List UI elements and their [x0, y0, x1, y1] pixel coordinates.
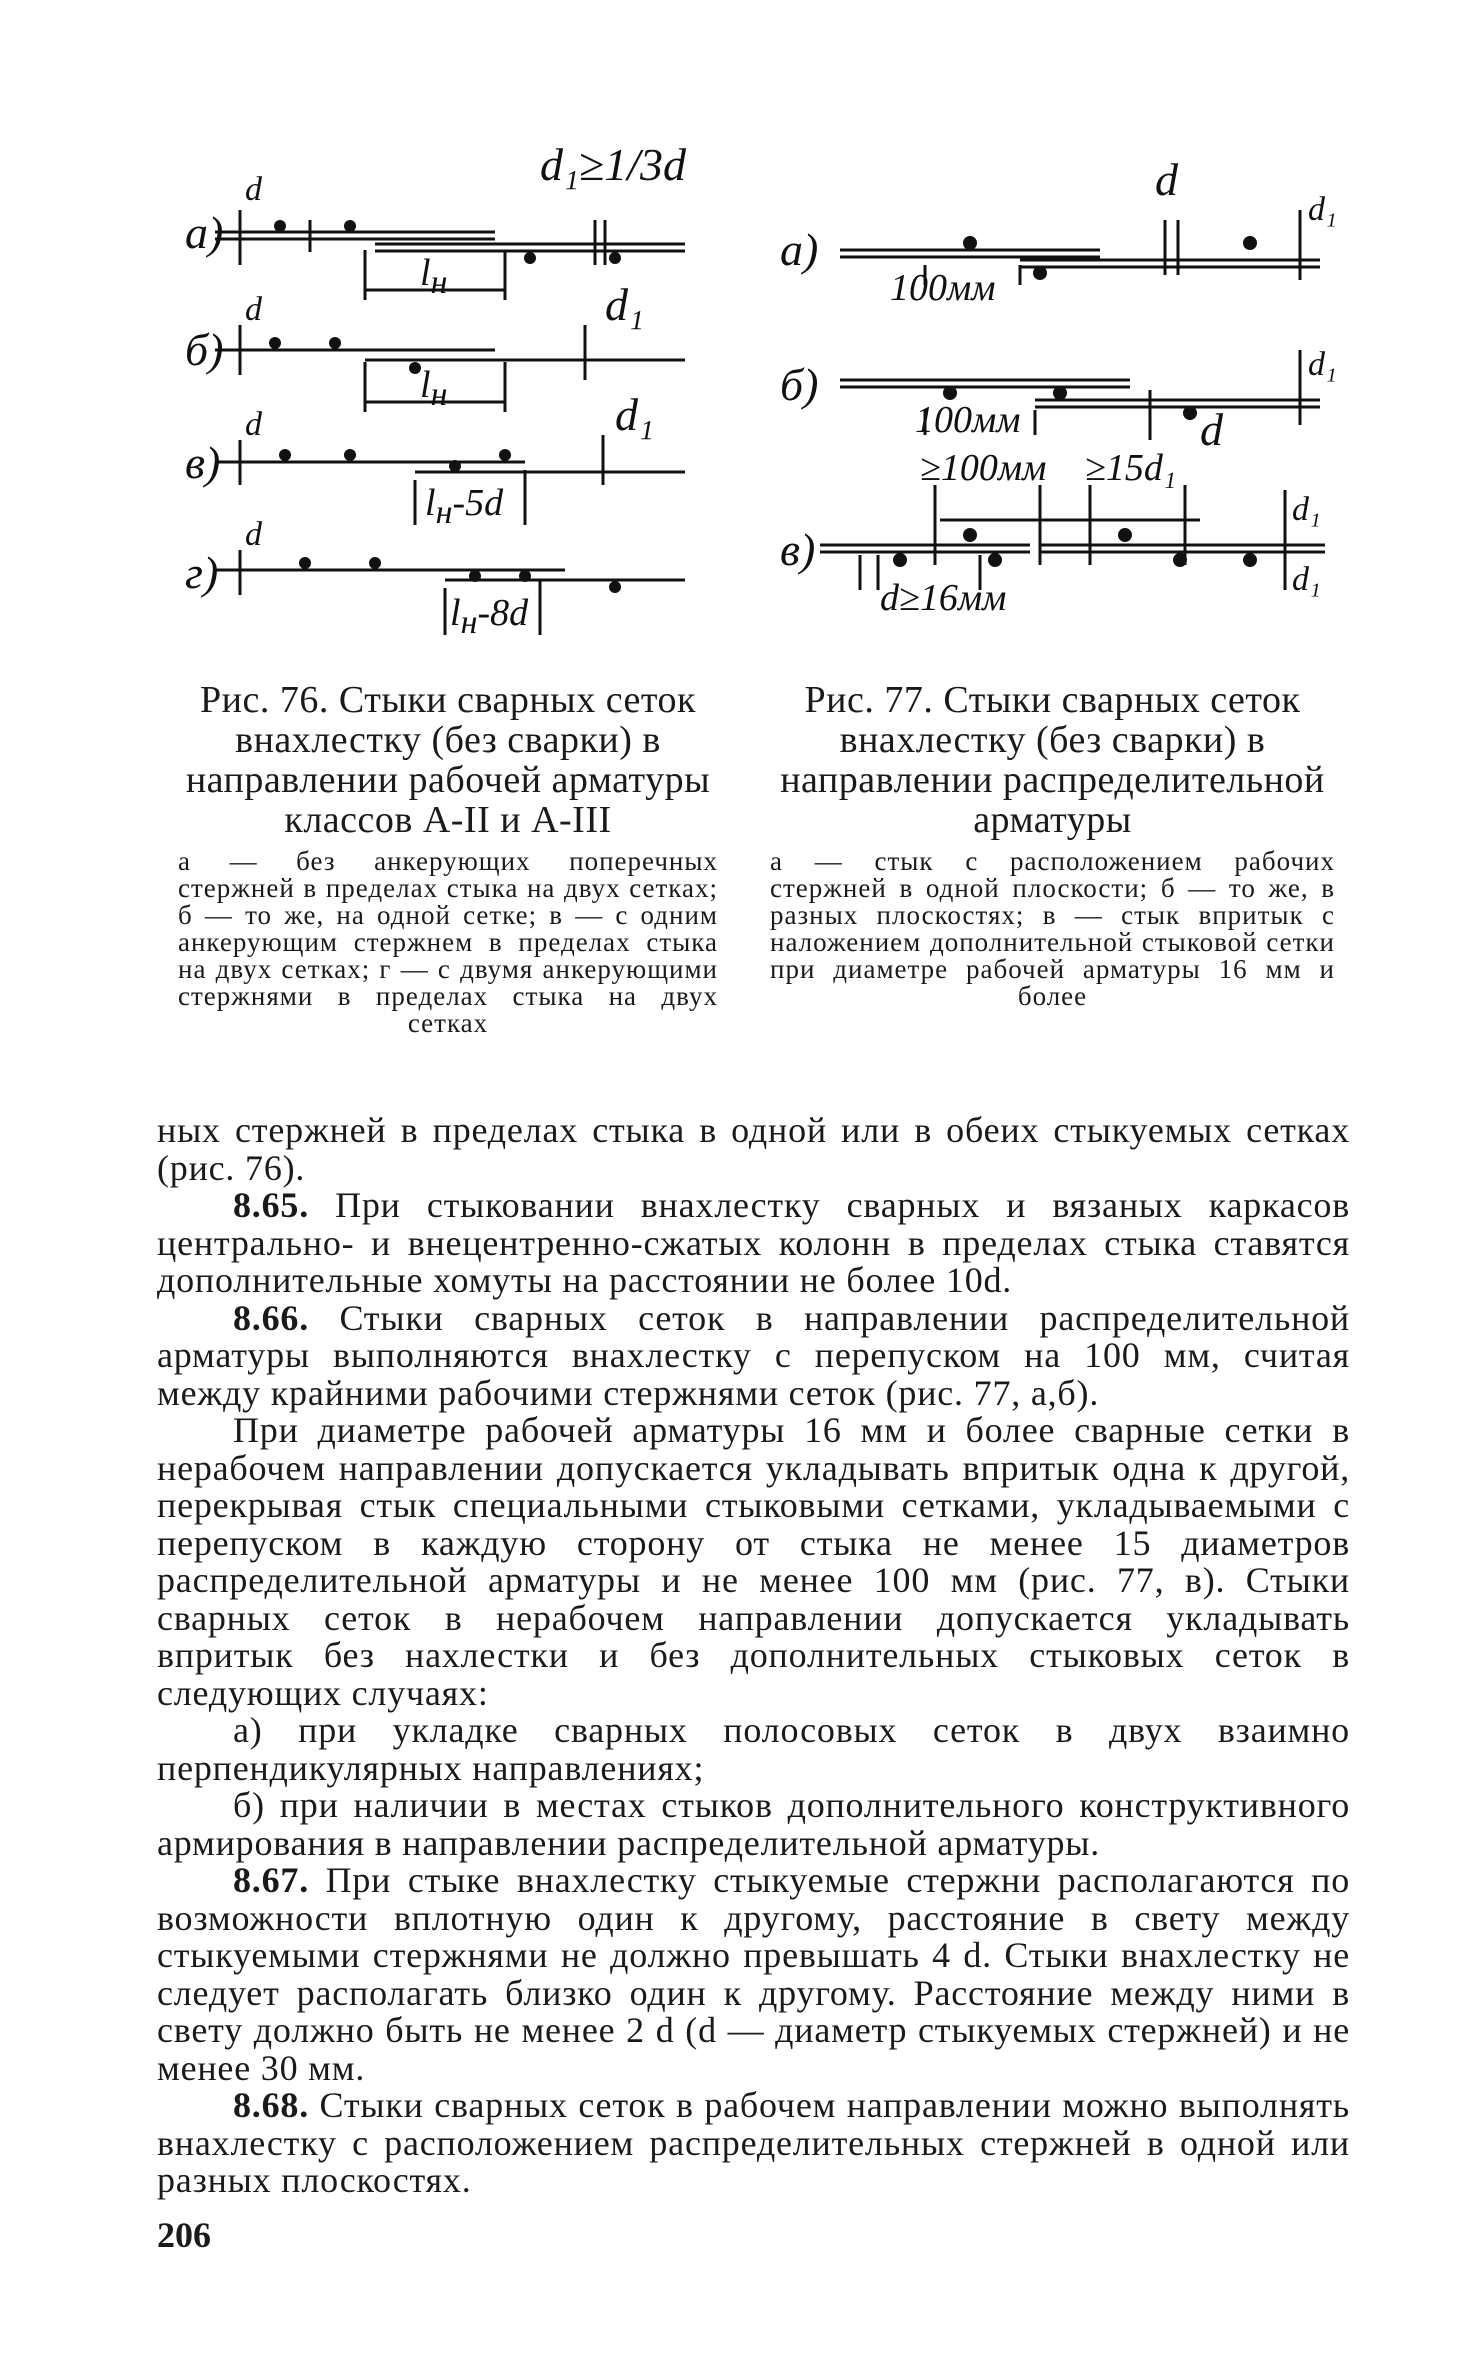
- paragraph-case-a: а) при укладке сварных полосовых сеток в двух взаимно перпендикулярных направлениях;: [157, 1710, 1350, 1788]
- fig77-row-a-dim: 100мм: [890, 267, 996, 309]
- fig76-row-b-letter: б): [185, 324, 224, 375]
- figure-77-caption-desc: а — стык с расположением рабочих стержней в одной плоскости; б — то же, в разных плоскостях; в — стык впритык с наложением дополнительной стыковой сетки при диаметре рабочей арматуры 16 мм и более: [770, 846, 1335, 1011]
- fig77-row-b-letter: б): [780, 359, 819, 410]
- paragraph-continuation: ных стержней в пределах стыка в одной или в обеих стыкуемых сетках (рис. 76).: [157, 1110, 1350, 1188]
- fig76-row-b-side: d: [245, 291, 262, 328]
- figure-77-caption-title: Рис. 77. Стыки сварных сеток внахлестку (без сварки) в направлении распределительной арматуры: [780, 679, 1325, 841]
- fig77-row-v-side: d₁: [1292, 491, 1321, 528]
- fig76-row-b-top: d₁: [605, 279, 644, 330]
- figure-76-caption-title: Рис. 76. Стыки сварных сеток внахлестку (без сварки) в направлении рабочей арматуры классов А-II и А-III: [185, 679, 711, 841]
- fig76-row-g-dim: lн-8d: [450, 592, 529, 641]
- figure-77-caption: [770, 680, 1335, 1010]
- paragraph-8-65: 8.65. При стыковании внахлестку сварных и вязаных каркасов центрально- и внецентренно-сжатых колонн в пределах стыка ставятся дополнительные хомуты на расстоянии не более 10d.: [157, 1185, 1350, 1300]
- paragraph-8-66: 8.66. Стыки сварных сеток в направлении распределительной арматуры выполняются внахлестку с перепуском на 100 мм, считая между крайними рабочими стержнями сеток (рис. 77, а,б).: [157, 1297, 1350, 1413]
- fig76-row-v-top: d₁: [615, 389, 654, 440]
- fig76-row-g-side: d: [245, 516, 262, 553]
- paragraph-case-b: б) при наличии в местах стыков дополнительного конструктивного армирования в направлении распределительной арматуры.: [157, 1785, 1350, 1863]
- paragraph-diameter: При диаметре рабочей арматуры 16 мм и более сварные сетки в нерабочем направлении допускается укладывать впритык одна к другой, перекрывая стык специальными стыковыми сетками, укладываемыми с перепуском в каждую сторону от стыка не менее 15 диаметров распределительной арматуры и не менее 100 мм (рис. 77, в). Стыки сварных сеток в нерабочем направлении допускается укладывать впритык без нахлестки и без дополнительных стыковых сеток в следующих случаях:: [157, 1410, 1350, 1713]
- figure-77-svg: [780, 150, 1340, 650]
- fig76-row-v-dim: lн-5d: [425, 482, 504, 531]
- fig76-row-a-letter: а): [185, 207, 224, 258]
- fig76-row-v-side: d: [245, 406, 262, 443]
- fig77-row-a-letter: а): [780, 224, 819, 275]
- fig77-row-v-dim: d≥16мм: [880, 577, 1007, 619]
- paragraph-8-68: 8.68. Стыки сварных сеток в рабочем направлении можно выполнять внахлестку с расположением распределительных стержней в одной или разных плоскостях.: [157, 2085, 1350, 2200]
- fig77-row-a-side: d₁: [1308, 191, 1337, 228]
- fig77-row-b-side: d₁: [1308, 346, 1337, 383]
- figure-77-diagram: [780, 150, 1340, 650]
- fig77-row-v-side2: d₁: [1292, 561, 1321, 598]
- paragraph-8-67: 8.67. При стыке внахлестку стыкуемые стержни располагаются по возможности вплотную один к другому, расстояние в свету между стыкуемыми стержнями не должно превышать 4 d. Стыки внахлестку не следует располагать близко один к другому. Расстояние между ними в свету должно быть не менее 2 d (d — диаметр стыкуемых стержней) и не менее 30 мм.: [157, 1860, 1350, 2088]
- figure-76-diagram: [185, 140, 710, 660]
- figure-76-caption-desc: а — без анкерующих поперечных стержней в пределах стыка на двух сетках; б — то же, на одной сетке; в — с одним анкерующим стержнем в пределах стыка на двух сетках; г — с двумя анкерующими стержнями в пределах стыка на двух сетках: [178, 846, 718, 1038]
- fig77-row-v-letter: в): [780, 524, 816, 575]
- fig76-row-a-top: d₁≥1/3d: [540, 140, 687, 190]
- figure-76-caption: [178, 680, 718, 1037]
- figure-76-svg: [185, 140, 710, 660]
- fig76-row-a-dim: lн: [420, 252, 448, 301]
- fig76-row-v-letter: в): [185, 437, 221, 488]
- fig77-row-b-dim: 100мм: [915, 399, 1021, 441]
- fig77-row-v-top-left: ≥100мм: [920, 447, 1047, 489]
- fig76-row-b-dim: lн: [420, 364, 448, 413]
- fig77-row-v-top-right: ≥15d₁: [1085, 447, 1177, 489]
- fig77-row-a-top: d: [1155, 154, 1178, 205]
- fig77-row-b-bottom: d: [1200, 404, 1223, 455]
- page-number: 206: [157, 2215, 211, 2255]
- fig76-row-g-letter: г): [185, 547, 219, 598]
- fig76-row-a-side: d: [245, 171, 262, 208]
- body-text: [157, 1112, 1350, 2200]
